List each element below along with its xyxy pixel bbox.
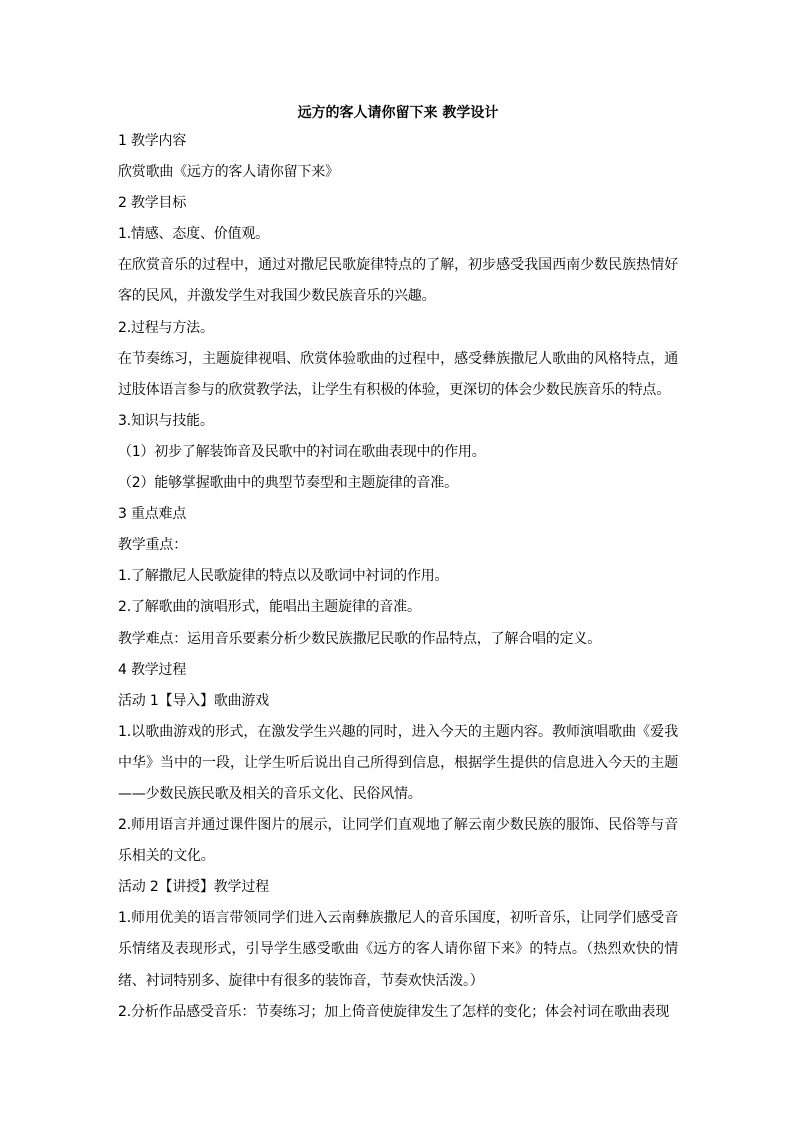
section-heading-process: 4 教学过程 [118,661,187,678]
activity-2-step-1: 1.师用优美的语言带领同学们进入云南彝族撒尼人的音乐国度，初听音乐，让同学们感受音乐情绪及表现形式，引导学生感受歌曲《远方的客人请你留下来》的特点。（热烈欢快的情绪、衬词特别多、旋律中有很多的装饰音，节奏欢快活泼。） [118,910,678,989]
key-point-2: 2.了解歌曲的演唱形式，能唱出主题旋律的音准。 [118,599,421,616]
objective-heading-emotion: 1.情感、态度、价值观。 [118,226,269,243]
document-title: 远方的客人请你留下来 教学设计 [297,105,499,121]
content-text: 欣赏歌曲《远方的客人请你留下来》 [118,164,339,181]
objective-process-text: 在节奏练习，主题旋律视唱、欣赏体验歌曲的过程中，感受彝族撒尼人歌曲的风格特点，通过肢体语言参与的欣赏教学法，让学生有积极的体验，更深切的体会少数民族音乐的特点。 [118,350,678,398]
objective-heading-process: 2.过程与方法。 [118,319,214,336]
activity-1-step-1: 1.以歌曲游戏的形式，在激发学生兴趣的同时，进入今天的主题内容。教师演唱歌曲《爱我中华》当中的一段，让学生听后说出自己所得到信息，根据学生提供的信息进入今天的主题——少数民族民歌及相关的音乐文化、民俗风情。 [118,723,678,802]
activity-2-heading: 活动 2【讲授】教学过程 [118,879,269,896]
skills-item-1: （1）初步了解装饰音及民歌中的衬词在歌曲表现中的作用。 [118,443,486,460]
document-page [118,100,678,1028]
section-heading-objectives: 2 教学目标 [118,195,187,212]
section-heading-content: 1 教学内容 [118,133,187,149]
activity-1-step-2: 2.师用语言并通过课件图片的展示，让同学们直观地了解云南少数民族的服饰、民俗等与音乐相关的文化。 [118,817,678,865]
skills-item-2: （2）能够掌握歌曲中的典型节奏型和主题旋律的音准。 [118,475,458,492]
objective-emotion-text: 在欣赏音乐的过程中，通过对撒尼民歌旋律特点的了解，初步感受我国西南少数民族热情好客的民风，并激发学生对我国少数民族音乐的兴趣。 [118,257,678,305]
difficult-point: 教学难点：运用音乐要素分析少数民族撒尼民歌的作品特点，了解合唱的定义。 [118,630,601,647]
activity-1-heading: 活动 1【导入】歌曲游戏 [118,692,269,709]
key-points-label: 教学重点： [118,537,187,554]
key-point-1: 1.了解撒尼人民歌旋律的特点以及歌词中衬词的作用。 [118,568,449,585]
section-heading-key-points: 3 重点难点 [118,506,187,523]
activity-2-step-2: 2.分析作品感受音乐：节奏练习；加上倚音使旋律发生了怎样的变化；体会衬词在歌曲表现 [118,1003,670,1020]
objective-heading-skills: 3.知识与技能。 [118,412,214,429]
